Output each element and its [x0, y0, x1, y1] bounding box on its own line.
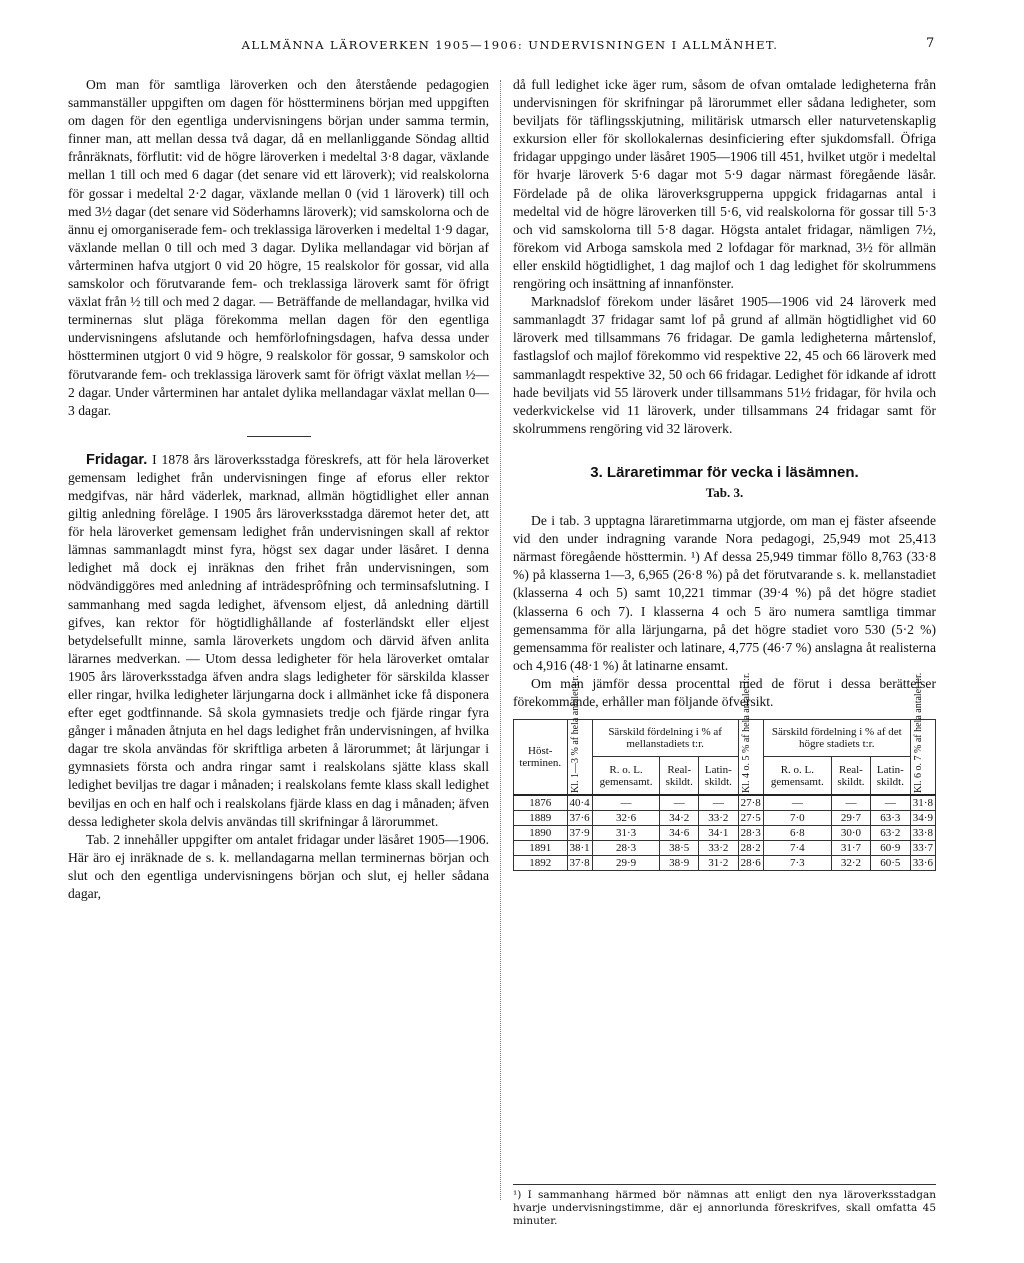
- table-cell: 33·2: [699, 841, 739, 856]
- table-cell: 33·7: [910, 841, 935, 856]
- table-cell: 28·3: [738, 826, 763, 841]
- table-cell: 29·7: [831, 811, 870, 826]
- subheader-common: R. o. L. gemensamt.: [592, 757, 660, 795]
- table-cell: 38·1: [567, 841, 592, 856]
- table-cell: 37·8: [567, 856, 592, 871]
- table-cell: 34·1: [699, 826, 739, 841]
- col-header-year: Höst-terminen.: [514, 720, 568, 796]
- table-cell: 6·8: [763, 826, 831, 841]
- table-row: [514, 795, 936, 811]
- subheader-latin: Latin-skildt.: [870, 757, 910, 795]
- table-cell: 1876: [514, 795, 568, 811]
- section-title: 3. Läraretimmar för vecka i läsämnen.: [590, 463, 859, 481]
- subheader-real: Real-skildt.: [831, 757, 870, 795]
- table-row: [514, 856, 936, 871]
- table-cell: 33·8: [910, 826, 935, 841]
- table-cell: 60·9: [870, 841, 910, 856]
- table-cell: 40·4: [567, 795, 592, 811]
- table-cell: 37·6: [567, 811, 592, 826]
- table-cell: 33·6: [910, 856, 935, 871]
- table-cell: —: [592, 795, 660, 811]
- table-cell: 28·6: [738, 856, 763, 871]
- table-cell: 60·5: [870, 856, 910, 871]
- col-header-share-4-5: Kl. 4 o. 5 % af hela antalet t:r.: [738, 720, 763, 796]
- col-header-share-6-7: Kl. 6 o. 7 % af hela antalet t:r.: [910, 720, 935, 796]
- table-cell: 7·3: [763, 856, 831, 871]
- paragraph-oversikt: Om man jämför dessa procenttal med de förut i dessa berättelser förekommande, erhåller man följande öfversikt.: [513, 675, 936, 709]
- paragraph-continued: då full ledighet icke äger rum, såsom de ofvan omtalade ledigheterna från undervisningen för skrifningar på lärorummet eller sådana ledigheter, som beviljats för täflingsskjutning, militärisk utmarsch eller naturvetenskaplig exkursion eller för skollokalernas desinficiering efter sjukdomsfall. Öfriga fridagar uppgingo under läsåret 1905—1906 till 451, hvilket utgör i medeltal för hvarje läroverk 5·6 dagar mot 5·9 dagar närmast föregående läsår. Fördelade på de olika läroverksgrupperna uppgick fridagarnas antal i medeltal vid de högre läroverken till 5·6, vid realskolorna för gossar till 5·3 och vid samskolorna till 5·8 dagar. Högsta antalet fridagar, nämligen 7½, förekom vid Arboga samskola med 2 lofdagar för marknad, 3½ för allmän eller enskild högtidlighet, 1 dag majlof och 1 dag ledighet för skolrummens rengöring och insättning af innanfönster.: [513, 77, 936, 292]
- table-cell: 37·9: [567, 826, 592, 841]
- table-cell: —: [831, 795, 870, 811]
- table-cell: 7·4: [763, 841, 831, 856]
- table-cell: 28·2: [738, 841, 763, 856]
- table-cell: —: [763, 795, 831, 811]
- table-cell: 31·7: [831, 841, 870, 856]
- table-cell: 29·9: [592, 856, 660, 871]
- table-cell: 1890: [514, 826, 568, 841]
- fridagar-heading: Fridagar.: [86, 451, 148, 468]
- table-cell: 34·6: [660, 826, 699, 841]
- paragraph-mellandagar: Om man för samtliga läroverken och den återstående pedagogien sammanställer uppgiften om dagen för höstterminens början med uppgiften om dagen för den egentliga undervisningens början under samma termin, finner man, att mellan dessa två dagar, då en mellanliggande Söndag alltid frånräknats, förflutit: vid de högre läroverken i medeltal 3·8 dagar, växlande mellan 1 till och med 6 dagar (det senare vid ett läroverk); vid realskolorna för gossar i medeltal 2·2 dagar, växlande mellan 0 (vid 1 läroverk) till och med 3½ dagar (det senare vid Söderhamns läroverk); vid samskolorna och de ännu ej omorganiserade fem- och treklassiga läroverken i medeltal 1·9 dagar, växlande mellan 0 till och med 3 dagar. Dylika mellandagar vid början af vårterminen hafva utgjort 0 vid 20 högre, 15 realskolor för gossar, vid alla samskolor och förutvarande fem- och treklassiga läroverk samt för öfrigt växlat från ½ till och med 2 dagar. — Beträffande de mellandagar, hvilka vid terminernas slut pläga förekomma mellan dagen för den egentliga undervisningens afslutande och hemförlofningsdagen, hafva dessa under höstterminen utgjort 0 vid 9 högre, 9 realskolor för gossar, 9 samskolor och förutvarande fem- och treklassiga läroverk samt för öfrigt växlat mellan ½—2 dagar. Under vårterminen har antalet dylika mellandagar växlat mellan 0—3 dagar.: [68, 77, 489, 418]
- paragraph-marknadslof: Marknadslof förekom under läsåret 1905—1906 vid 24 läroverk med sammanlagdt 37 fridagar samt lof på grund af allmän högtidlighet vid 60 läroverk med tillsammans 76 fridagar. De gamla ledigheterna mårtenslof, fastlagslof och majlof förekommo vid respektive 22, 45 och 66 läroverk med sammanlagdt respektive 32, 50 och 66 fridagar. Ledighet för idkande af idrott hade beviljats vid 55 läroverk under tillsammans 51½ fridagar, för hvila och vederkvickelse vid 11 läroverk, under tillsammans 24 fridagar samt för skolrummens rengöring vid 32 läroverk.: [513, 294, 936, 436]
- column-divider: [500, 80, 501, 1200]
- page-number: 7: [926, 36, 935, 51]
- paragraph-fridagar: [68, 451, 489, 831]
- table-cell: 31·2: [699, 856, 739, 871]
- table-cell: —: [870, 795, 910, 811]
- table-cell: 30·0: [831, 826, 870, 841]
- col-header-share-1-3: Kl. 1—3 % af hela antalet t:r.: [567, 720, 592, 796]
- col-header-high: Särskild fördelning i % af det högre stadiets t:r.: [763, 720, 910, 757]
- table-cell: 63·2: [870, 826, 910, 841]
- table-row: [514, 841, 936, 856]
- table-cell: 32·2: [831, 856, 870, 871]
- section-divider: [247, 436, 311, 437]
- table-label: Tab. 3.: [705, 484, 744, 500]
- table-cell: 33·2: [699, 811, 739, 826]
- right-column: [513, 76, 936, 871]
- table-cell: 1891: [514, 841, 568, 856]
- paragraph-tab2: Tab. 2 innehåller uppgifter om antalet fridagar under läsåret 1905—1906. Här äro ej inräknade de s. k. mellandagarna mellan terminernas början och slut och den egentliga undervisningens början och slut, ej heller sådana dagar,: [68, 831, 489, 902]
- subheader-common: R. o. L. gemensamt.: [763, 757, 831, 795]
- table-cell: 34·2: [660, 811, 699, 826]
- table-cell: 1892: [514, 856, 568, 871]
- table-cell: 28·3: [592, 841, 660, 856]
- footnote: ¹) I sammanhang härmed bör nämnas att enligt den nya läroverksstadgan hvarje undervisningstimme, där ej annorlunda föreskrifves, skall omfatta 45 minuter.: [513, 1184, 936, 1228]
- table-cell: 27·5: [738, 811, 763, 826]
- fridagar-text: I 1878 års läroverksstadga föreskrefs, att för hela läroverket gemensam ledighet från undervisningen finge af eforus eller rektor medgifvas, när hård väderlek, marknad, allmän högtidlighet eller annan giltig anledning förelåge. I 1905 års läroverksstadga däremot heter det, att för hela läroverket gemensam ledighet från undervisningen skall af rektor lämnas sammanlagdt minst fyra, högst sex dagar under läsåret. I denna ledighet må dock ej inräknas den frihet från undervisningen, som nödvändiggöres med anledning af inträdesprôfning och terminsafslutning. I sammanhang med sagda ledighet, äfvensom eljest, då anledning därtill gifves, kan rektor för högtidlighållande af fosterländskt eller eljest betydelsefullt minne, samla läroverkets ungdom och därvid äfven anlita lärarnes medverkan. — Utom dessa ledigheter för hela läroverket omtalar 1905 års läroverksstadga äfven andra slags ledigheter för särskilda klasser eller ringar, hvilka ledigheter lärjungarna dock i allmänhet icke få disponera efter eget godtfinnande. Så skola gymnasiets tredje och fjärde ringar fyra gånger i månaden åtnjuta en hel dags ledighet från undervisningen, af hvilka dagar tre skola användas för skriftliga arbeten å lärorummet; åt lärjungar i gymnasiets första och andra ringar samt i realskolans sjätte klass skall ledighet beviljas tre dagar i månaden; i realskolans femte klass skall ledighet beviljas en och en half och i realskolans fjärde klass en dag i månaden; äfven dessa ledigheter skola delvis användas till skrifningar å lärorummet.: [68, 451, 489, 829]
- table-cell: 31·3: [592, 826, 660, 841]
- table-cell: 38·5: [660, 841, 699, 856]
- table-row: [514, 811, 936, 826]
- table-cell: 63·3: [870, 811, 910, 826]
- col-header-mid: Särskild fördelning i % af mellanstadiets t:r.: [592, 720, 738, 757]
- paragraph-lararetimmar: De i tab. 3 upptagna läraretimmarna utgjorde, om man ej fäster afseende vid den under indragning varande Nora pedagogi, 25,949 mot 25,413 närmast föregående hösttermin. ¹) Af dessa 25,949 timmar föllo 8,763 (33·8 %) på klasserna 1—3, 6,965 (26·8 %) på det förutvarande s. k. mellanstadiet (klasserna 4 och 5) samt 10,221 timmar (39·4 %) på det högre stadiet (klasserna 6 och 7). I klasserna 4 och 5 äro numera samtliga timmar gemensamma för alla lärjungarna, på det högre stadiet voro 530 (5·2 %) gemensamma för realister och latinare, 4,775 (46·7 %) anslagna åt realisterna och 4,916 (48·1 %) åt latinarne ensamt.: [513, 513, 936, 673]
- table-cell: 27·8: [738, 795, 763, 811]
- table-cell: —: [699, 795, 739, 811]
- table-cell: 31·8: [910, 795, 935, 811]
- table-cell: 32·6: [592, 811, 660, 826]
- table-row: [514, 826, 936, 841]
- running-header: ALLMÄNNA LÄROVERKEN 1905—1906: UNDERVISNINGEN I ALLMÄNHET.: [241, 38, 779, 52]
- table-cell: 34·9: [910, 811, 935, 826]
- table-cell: 38·9: [660, 856, 699, 871]
- subheader-real: Real-skildt.: [660, 757, 699, 795]
- table-cell: 7·0: [763, 811, 831, 826]
- left-column: [68, 76, 489, 903]
- table-cell: —: [660, 795, 699, 811]
- table-cell: 1889: [514, 811, 568, 826]
- subheader-latin: Latin-skildt.: [699, 757, 739, 795]
